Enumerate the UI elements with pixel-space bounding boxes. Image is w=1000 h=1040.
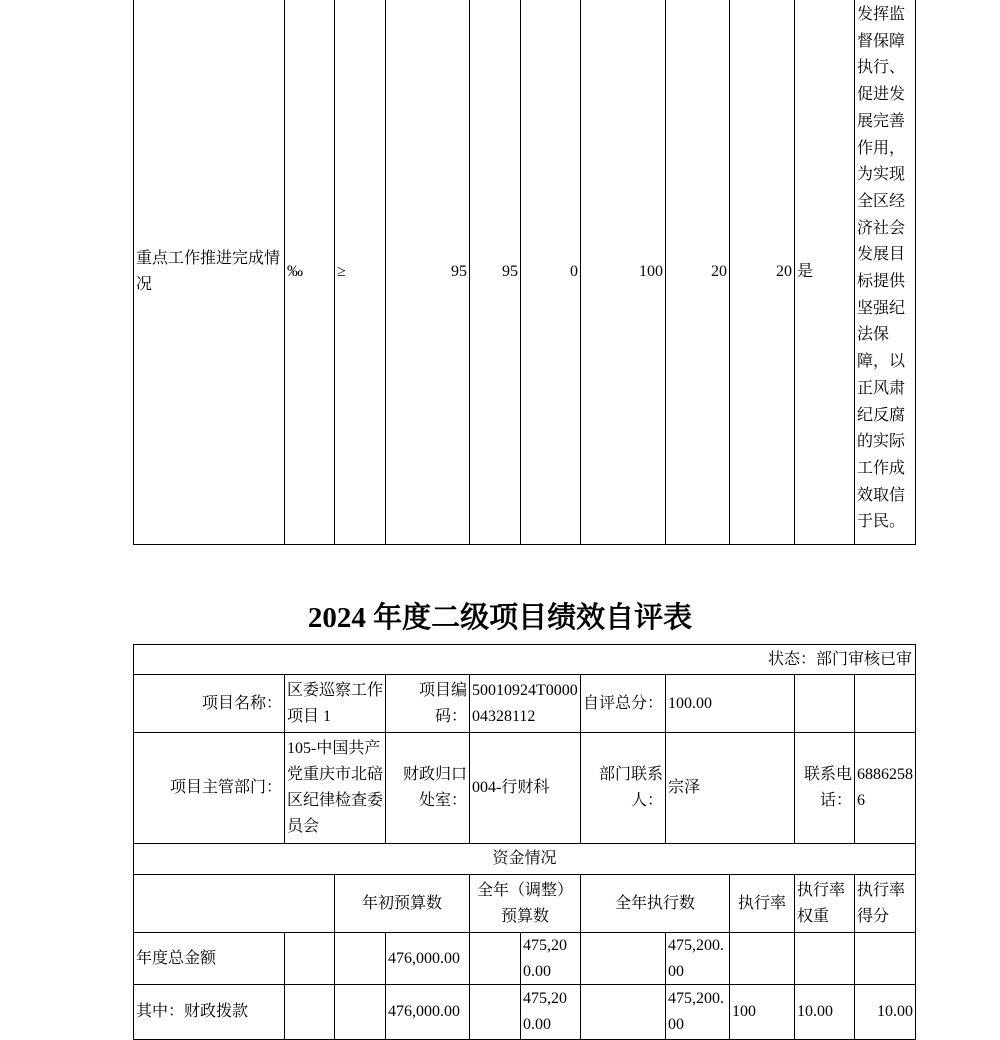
fiscal-rate: 100 [729, 984, 795, 1040]
empty-cell [854, 674, 916, 733]
indicator-unit: ‰ [284, 0, 335, 545]
status-text: 状态：部门审核已审 [133, 644, 916, 675]
empty-cell [284, 984, 335, 1040]
empty-cell [794, 674, 855, 733]
project-name-label: 项目名称： [133, 674, 285, 733]
funds-header-score: 执行率得分 [854, 874, 916, 933]
indicator-actual: 95 [469, 0, 521, 545]
indicator-completion: 100 [580, 0, 666, 545]
table-row-label: 其中：财政拨款 [133, 984, 285, 1040]
project-name-value: 区委巡察工作项目 1 [284, 674, 386, 733]
total-executed: 475,200.00 [665, 932, 730, 985]
project-code-value: 50010924T000004328112 [469, 674, 581, 733]
funds-header-executed: 全年执行数 [580, 874, 730, 933]
total-adjusted-budget: 475,200.00 [520, 932, 581, 985]
indicator-operator: ≥ [334, 0, 386, 545]
fiscal-adjusted-budget: 475,200.00 [520, 984, 581, 1040]
indicator-note: 发挥监督保障执行、促进发展完善作用，为实现全区经济社会发展目标提供坚强纪法保障，以正风肃纪反腐的实际工作成效取信于民。 [854, 0, 916, 545]
contact-label: 部门联系人： [580, 732, 666, 844]
fiscal-executed: 475,200.00 [665, 984, 730, 1040]
contact-value: 宗泽 [665, 732, 795, 844]
empty-cell [580, 932, 666, 985]
fiscal-weight: 10.00 [794, 984, 855, 1040]
empty-cell [580, 984, 666, 1040]
total-weight [794, 932, 855, 985]
total-score [854, 932, 916, 985]
fiscal-initial-budget: 476,000.00 [385, 984, 470, 1040]
funds-header-rate: 执行率 [729, 874, 795, 933]
empty-cell [334, 984, 386, 1040]
indicator-weight: 20 [665, 0, 730, 545]
empty-cell [469, 932, 521, 985]
indicator-deviation: 0 [520, 0, 581, 545]
indicator-achieved: 是 [794, 0, 855, 545]
page-title: 2024 年度二级项目绩效自评表 [307, 602, 693, 634]
self-score-value: 100.00 [665, 674, 795, 733]
total-initial-budget: 476,000.00 [385, 932, 470, 985]
indicator-name: 重点工作推进完成情况 [133, 0, 285, 545]
total-rate [729, 932, 795, 985]
phone-label: 联系电话： [794, 732, 855, 844]
empty-cell [334, 932, 386, 985]
table-row-label: 年度总金额 [133, 932, 285, 985]
dept-label: 项目主管部门： [133, 732, 285, 844]
self-score-label: 自评总分： [580, 674, 666, 733]
fiscal-score: 10.00 [854, 984, 916, 1040]
indicator-score: 20 [729, 0, 795, 545]
finance-office-value: 004-行财科 [469, 732, 581, 844]
funds-section-title: 资金情况 [133, 843, 916, 875]
dept-value: 105-中国共产党重庆市北碚区纪律检查委员会 [284, 732, 386, 844]
funds-header-adjusted: 全年（调整）预算数 [469, 874, 581, 933]
funds-header-weight: 执行率权重 [794, 874, 855, 933]
finance-office-label: 财政归口处室： [385, 732, 470, 844]
empty-cell [469, 984, 521, 1040]
phone-value: 68862586 [854, 732, 916, 844]
empty-cell [284, 932, 335, 985]
indicator-target: 95 [385, 0, 470, 545]
project-code-label: 项目编码： [385, 674, 470, 733]
funds-header-blank [133, 874, 335, 933]
funds-header-initial: 年初预算数 [334, 874, 470, 933]
